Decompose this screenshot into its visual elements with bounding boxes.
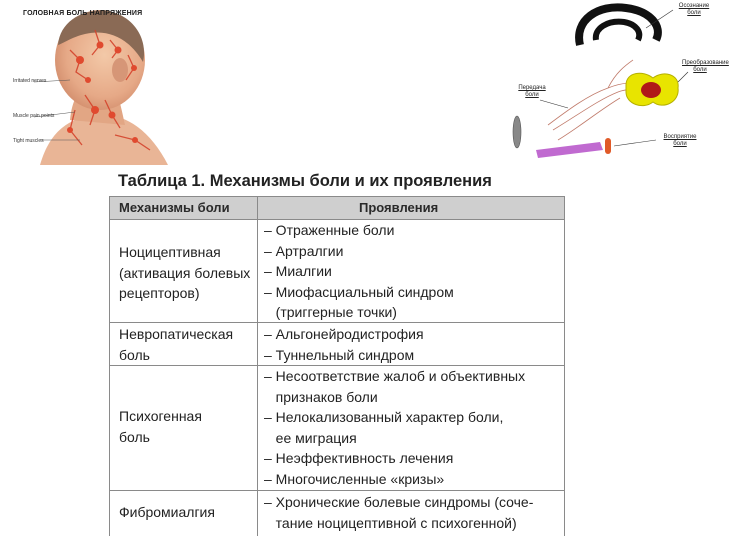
mechanism-line: (активация болевых <box>119 264 251 281</box>
manifestation-line: – Хронические болевые синдромы (соче- <box>264 494 534 510</box>
mechanism-neuropathic <box>119 324 233 365</box>
mechanism-line: Ноцицептивная <box>119 244 221 260</box>
mechanism-line: Невропатическая <box>119 326 234 342</box>
mechanism-nociceptive <box>119 242 250 304</box>
manifestations-neuropathic <box>264 324 424 365</box>
manifestation-line: ее миграция <box>264 429 357 446</box>
mechanism-fibromyalgia <box>119 502 215 523</box>
table-border-left <box>109 196 110 536</box>
manifestation-line: – Нелокализованный характер боли, <box>264 409 504 425</box>
mechanism-line: Психогенная <box>119 408 202 424</box>
manifestation-line: – Несоответствие жалоб и объективных <box>264 368 526 384</box>
manifestations-fibromyalgia <box>264 492 533 533</box>
label-tight-muscles: Tight muscles <box>13 138 44 144</box>
table-border-top <box>109 196 565 197</box>
manifestation-line: – Артралгии <box>264 242 344 259</box>
header-mechanisms: Механизмы боли <box>119 200 230 215</box>
table-column-divider <box>257 196 258 536</box>
manifestation-line: – Многочисленные «кризы» <box>264 470 445 487</box>
label-pain-transformation: Преобразование боли <box>682 60 729 73</box>
manifestation-line: – Миалгии <box>264 263 332 279</box>
tension-headache-illustration <box>0 0 175 165</box>
mechanism-line: Фибромиалгия <box>119 504 215 520</box>
header-manifestations: Проявления <box>359 200 439 215</box>
manifestation-line: признаков боли <box>264 388 378 405</box>
label-pain-awareness: Осознание боли <box>678 3 710 16</box>
mechanism-line: боль <box>119 346 150 363</box>
mechanism-line: боль <box>119 428 150 445</box>
manifestation-line: (триггерные точки) <box>264 304 397 320</box>
manifestations-nociceptive <box>264 220 454 323</box>
pain-pathway-diagram <box>508 0 729 162</box>
mechanism-psychogenic <box>119 406 202 447</box>
label-pain-transmission: Передача боли <box>518 85 546 98</box>
manifestation-line: – Туннельный синдром <box>264 346 415 363</box>
manifestation-line: – Отраженные боли <box>264 222 395 238</box>
manifestation-line: – Неэффективность лечения <box>264 450 454 466</box>
label-irritated-nerves: Irritated nerves <box>13 78 47 84</box>
row-divider <box>109 490 565 491</box>
label-pain-perception: Восприятие боли <box>663 134 697 147</box>
manifestations-psychogenic <box>264 366 525 489</box>
label-muscle-pain-points: Muscle pain points <box>13 113 55 119</box>
table-border-right <box>564 196 565 536</box>
illustration-title: ГОЛОВНАЯ БОЛЬ НАПРЯЖЕНИЯ <box>23 10 143 17</box>
manifestation-line: тание ноцицептивной с психогенной) <box>264 514 517 531</box>
mechanism-line: рецепторов) <box>119 285 200 301</box>
manifestation-line: – Альгонейродистрофия <box>264 326 424 342</box>
pain-mechanisms-table <box>109 196 565 536</box>
manifestation-line: – Миофасциальный синдром <box>264 283 454 300</box>
table-title: Таблица 1. Механизмы боли и их проявления <box>118 172 492 190</box>
